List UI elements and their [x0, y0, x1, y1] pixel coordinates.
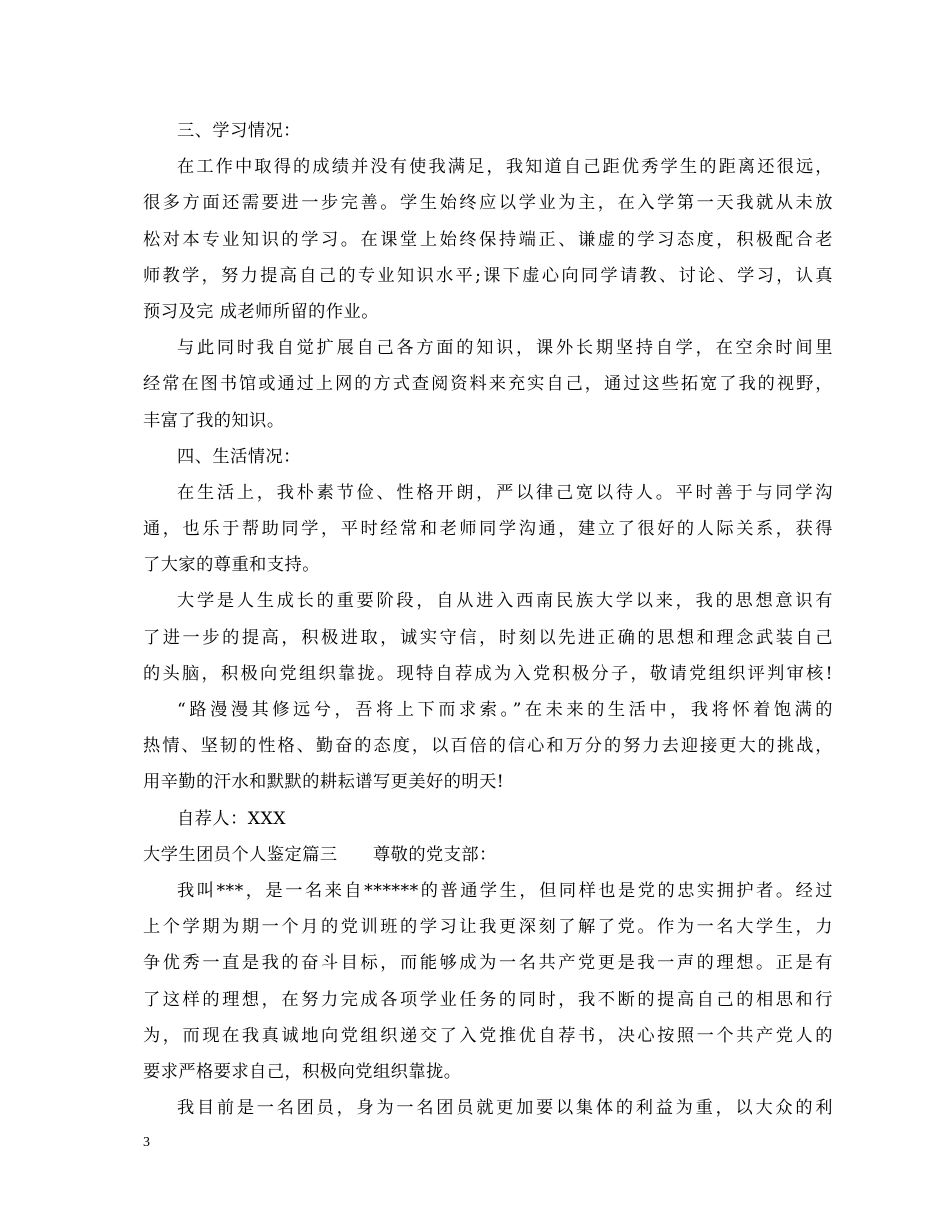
paragraph-line: 我目前是一名团员，身为一名团员就更加要以集体的利益为重，以大众的利 [177, 1098, 833, 1119]
paragraph-line: “路漫漫其修远兮，吾将上下而求索。”在未来的生活中，我将怀着饱满的 [177, 700, 833, 720]
paragraph-line: 了大家的尊重和支持。 [143, 555, 320, 576]
paragraph-line: 与此同时我自觉扩展自己各方面的知识，课外长期坚持自学，在空余时间里 [177, 338, 833, 359]
paragraph-line: 松对本专业知识的学习。在课堂上始终保持端正、谦虚的学习态度，积极配合老 [143, 229, 833, 250]
signature-line: 自荐人：XXX [177, 808, 286, 829]
paragraph-line: 我叫***，是一名来自******的普通学生，但同样也是党的忠实拥护者。经过 [177, 880, 833, 901]
paragraph-line: 师教学，努力提高自己的专业知识水平;课下虚心向同学请教、讨论、学习，认真 [143, 265, 833, 286]
document-body [143, 113, 833, 1126]
paragraph-line: 大学是人生成长的重要阶段，自从进入西南民族大学以来，我的思想意识有 [177, 591, 833, 612]
paragraph-line: 在生活上，我朴素节俭、性格开朗，严以律己宽以待人。平时善于与同学沟 [177, 482, 833, 503]
paragraph-line: 用辛勤的汗水和默默的耕耘谱写更美好的明天! [143, 772, 505, 793]
paragraph-line: 通，也乐于帮助同学，平时经常和老师同学沟通，建立了很好的人际关系，获得 [143, 519, 833, 540]
section-heading-life: 四、生活情况： [177, 446, 301, 467]
paragraph-line: 争优秀一直是我的奋斗目标，而能够成为一名共产党更是我一声的理想。正是有 [143, 953, 833, 974]
paragraph-line: 的头脑，积极向党组织靠拢。现特自荐成为入党积极分子，敬请党组织评判审核! [143, 663, 833, 684]
section-heading-part-three: 大学生团员个人鉴定篇三 尊敬的党支部： [143, 844, 497, 865]
paragraph-line: 在工作中取得的成绩并没有使我满足，我知道自己距优秀学生的距离还很远， [177, 157, 833, 178]
paragraph-line: 了这样的理想，在努力完成各项学业任务的同时，我不断的提高自己的相思和行 [143, 989, 833, 1010]
paragraph-line: 为，而现在我真诚地向党组织递交了入党推优自荐书，决心按照一个共产党人的 [143, 1025, 833, 1046]
paragraph-line: 预习及完 成老师所留的作业。 [143, 301, 379, 322]
paragraph-line: 了进一步的提高，积极进取，诚实守信，时刻以先进正确的思想和理念武装自己 [143, 627, 833, 648]
paragraph-line: 丰富了我的知识。 [143, 410, 285, 431]
paragraph-line: 上个学期为期一个月的党训班的学习让我更深刻了解了党。作为一名大学生，力 [143, 917, 833, 938]
page-number: 3 [143, 1135, 150, 1150]
paragraph-line: 要求严格要求自己，积极向党组织靠拢。 [143, 1061, 462, 1082]
section-heading-study: 三、学习情况： [177, 121, 301, 141]
paragraph-line: 很多方面还需要进一步完善。学生始终应以学业为主，在入学第一天我就从未放 [143, 193, 833, 214]
paragraph-line: 经常在图书馆或通过上网的方式查阅资料来充实自己，通过这些拓宽了我的视野， [143, 374, 833, 395]
paragraph-line: 热情、坚韧的性格、勤奋的态度，以百倍的信心和万分的努力去迎接更大的挑战， [143, 736, 833, 757]
